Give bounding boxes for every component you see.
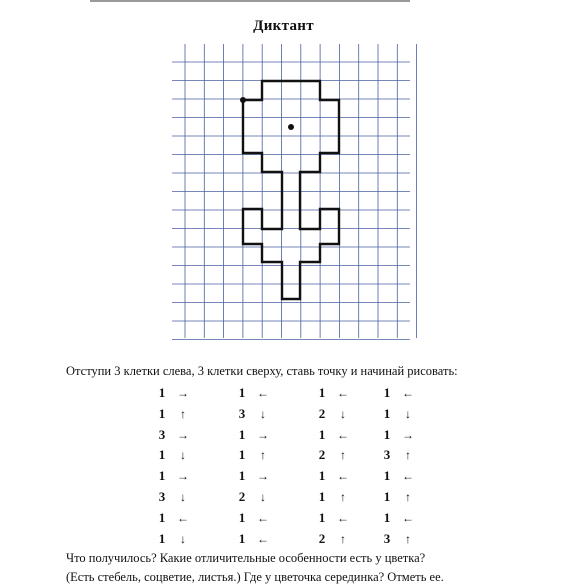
arrow-left-icon: ←: [257, 531, 269, 546]
step-count: 1: [158, 405, 166, 421]
step-count: 1: [158, 468, 166, 484]
flower-outline: [243, 81, 339, 299]
step-count: 1: [158, 509, 166, 525]
arrow-left-icon: ←: [337, 386, 349, 400]
arrow-down-icon: ↓: [260, 490, 266, 504]
arrow-up-icon: ↑: [405, 448, 411, 463]
arrow-down-icon: ↓: [180, 448, 186, 463]
arrow-right-icon: →: [177, 386, 189, 400]
step-count: 1: [238, 385, 246, 400]
arrow-down-icon: ↓: [340, 406, 346, 421]
arrow-right-icon: →: [257, 469, 269, 484]
arrow-left-icon: ←: [257, 510, 269, 525]
step-count: 1: [383, 468, 391, 484]
question-line-2: (Есть стебель, соцветие, листья.) Где у цветочка серединка? Отметь ее.: [66, 570, 444, 584]
question-line-1: Что получилось? Какие отличительные особенности есть у цветка?: [66, 551, 426, 565]
step-count: 3: [158, 426, 166, 442]
step-count: 1: [318, 385, 326, 400]
arrow-left-icon: ←: [337, 427, 349, 442]
step-count: 3: [383, 530, 391, 546]
step-count: 3: [238, 405, 246, 421]
arrow-up-icon: ↑: [340, 490, 346, 504]
arrow-left-icon: ←: [402, 510, 414, 525]
step-count: 1: [238, 447, 246, 463]
arrow-right-icon: →: [257, 427, 269, 442]
arrow-left-icon: ←: [337, 469, 349, 484]
arrow-left-icon: ←: [177, 510, 189, 525]
arrow-up-icon: ↑: [405, 490, 411, 504]
step-count: 3: [158, 489, 166, 504]
arrow-up-icon: ↑: [260, 448, 266, 463]
step-count: 1: [383, 509, 391, 525]
page-title: Диктант: [253, 18, 314, 34]
arrow-left-icon: ←: [337, 510, 349, 525]
step-count: 2: [318, 530, 326, 546]
step-count: 1: [318, 468, 326, 484]
arrow-right-icon: →: [177, 469, 189, 484]
step-count: 2: [238, 489, 246, 504]
step-count: 1: [318, 489, 326, 504]
arrow-up-icon: ↑: [405, 531, 411, 546]
arrow-down-icon: ↓: [405, 406, 411, 421]
step-count: 1: [383, 405, 391, 421]
step-count: 1: [158, 385, 166, 400]
step-count: 2: [318, 405, 326, 421]
step-count: 1: [158, 530, 166, 546]
step-count: 1: [383, 489, 391, 504]
arrow-left-icon: ←: [402, 386, 414, 400]
step-count: 1: [238, 426, 246, 442]
step-count: 1: [158, 447, 166, 463]
step-count: 1: [318, 509, 326, 525]
arrow-down-icon: ↓: [180, 490, 186, 504]
arrow-up-icon: ↑: [340, 531, 346, 546]
arrow-down-icon: ↓: [180, 531, 186, 546]
start-point: [240, 97, 246, 103]
step-count: 1: [383, 385, 391, 400]
instruction-text: Отступи 3 клетки слева, 3 клетки сверху, ставь точку и начинай рисовать:: [66, 364, 458, 378]
arrow-right-icon: →: [402, 427, 414, 442]
arrow-up-icon: ↑: [180, 406, 186, 421]
arrow-left-icon: ←: [402, 469, 414, 484]
arrow-right-icon: →: [177, 427, 189, 442]
arrow-down-icon: ↓: [260, 406, 266, 421]
step-count: 1: [238, 530, 246, 546]
step-count: 1: [238, 509, 246, 525]
flower-center-point: [288, 124, 294, 130]
arrow-up-icon: ↑: [340, 448, 346, 463]
step-count: 3: [383, 447, 391, 463]
step-count: 1: [318, 426, 326, 442]
step-count: 2: [318, 447, 326, 463]
grid-lines: [172, 44, 417, 340]
arrow-left-icon: ←: [257, 386, 269, 400]
step-count: 1: [238, 468, 246, 484]
step-count: 1: [383, 426, 391, 442]
